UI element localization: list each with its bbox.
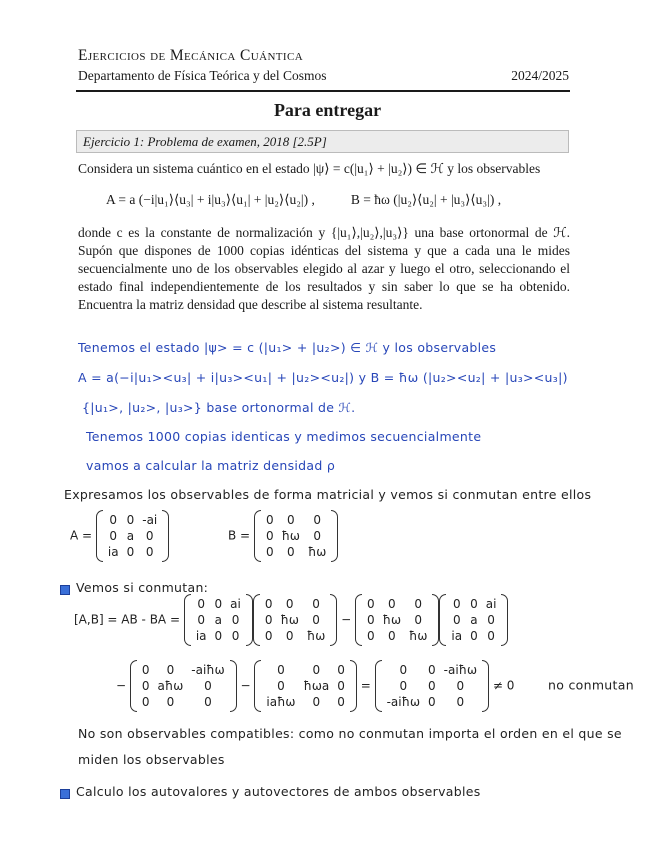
matrix-cell: 0 <box>312 695 321 709</box>
matrix-row <box>363 596 431 612</box>
matrix-row <box>138 694 229 710</box>
matrix-cell: 0 <box>166 695 175 709</box>
matrix-commutator <box>383 662 481 710</box>
matrix-cell: 0 <box>141 695 150 709</box>
matrix-row <box>383 678 481 694</box>
matrix-cell: 0 <box>487 613 495 627</box>
matrix-cell: 0 <box>265 529 274 543</box>
matrix-cell: 0 <box>313 529 321 543</box>
matrix-cell: 0 <box>456 679 465 693</box>
equation-A: A = a (−i|u₁⟩⟨u₃| + i|u₃⟩⟨u₁| + |u₂⟩⟨u₂|) , <box>106 192 315 207</box>
matrix-cell: a <box>214 613 223 627</box>
matrix-B-label: B = <box>228 528 251 543</box>
matrix-cell: 0 <box>264 613 273 627</box>
matrix-cell: 0 <box>204 679 212 693</box>
department-name: Departamento de Física Teórica y del Cosmos <box>78 68 327 83</box>
matrix-cell: 0 <box>264 597 273 611</box>
matrix-row <box>262 694 348 710</box>
matrix-cell: ħω <box>306 629 326 643</box>
matrix-A-prod-2 <box>447 596 500 644</box>
bullet-icon <box>60 585 70 595</box>
matrix-cell: a <box>126 529 135 543</box>
matrix-cell: iaħω <box>266 695 296 709</box>
handwritten-line-2: A = a(−i|u₁><u₃| + i|u₃><u₁| + |u₂><u₂|) y B = ħω (|u₂><u₂| + |u₃><u₃|) <box>78 370 568 385</box>
commute-heading: Vemos si conmutan: <box>76 580 209 595</box>
matrix-cell: 0 <box>367 613 375 627</box>
matrix-cell: -ai <box>142 513 158 527</box>
matrix-row <box>104 544 161 560</box>
matrix-cell: 0 <box>388 629 396 643</box>
matrix-cell: ħωa <box>303 679 330 693</box>
matrix-cell: 0 <box>109 513 118 527</box>
matrix-cell: 0 <box>145 529 154 543</box>
matrix-cell: ai <box>230 597 241 611</box>
matrix-B <box>262 512 330 560</box>
result-row: − 0 0 -aiħω 0 aħω 0 0 0 0 − 0 0 0 0 ħωa 0 iaħω 0 0 = 0 0 -aiħω 0 0 0 -aiħω 0 0 ≠ 0 no conmutan <box>116 663 634 709</box>
matrix-cell: a <box>470 613 478 627</box>
matrix-row <box>192 612 245 628</box>
matrix-cell: ħω <box>409 629 428 643</box>
matrix-row <box>363 612 431 628</box>
matrix-cell: 0 <box>286 545 295 559</box>
bullet-icon <box>60 789 70 799</box>
minus-sign: − <box>341 612 352 627</box>
matrix-cell: ia <box>451 629 463 643</box>
exercise-intro: Considera un sistema cuántico en el estado |ψ⟩ = c(|u₁⟩ + |u₂⟩) ∈ ℋ y los observables <box>78 161 541 176</box>
matrix-cell: -aiħω <box>191 663 225 677</box>
matrix-A <box>104 512 161 560</box>
matrix-row <box>261 612 329 628</box>
matrix-cell: 0 <box>214 597 223 611</box>
exercise-box <box>76 130 569 153</box>
matrix-row <box>383 662 481 678</box>
exercise-label: Ejercicio 1: Problema de examen, 2018 [2.5P] <box>83 134 327 149</box>
matrix-cell: 0 <box>265 545 274 559</box>
handwritten-line-1: Tenemos el estado |ψ> = c (|u₁> + |u₂>) ∈ ℋ y los observables <box>78 340 497 355</box>
handwritten-matrix-intro: Expresamos los observables de forma matricial y vemos si conmutan entre ellos <box>64 487 592 502</box>
matrix-cell: 0 <box>487 629 495 643</box>
no-conmutan-note: no conmutan <box>548 677 634 693</box>
matrix-cell: 0 <box>197 613 205 627</box>
equation-B: B = ħω (|u₂⟩⟨u₂| + |u₃⟩⟨u₃|) , <box>350 192 502 207</box>
matrix-B-prod <box>261 596 329 644</box>
matrix-cell: ħω <box>307 545 327 559</box>
matrix-cell: 0 <box>428 679 436 693</box>
matrix-cell: 0 <box>166 663 175 677</box>
matrix-row <box>383 694 481 710</box>
matrix-B-block <box>228 512 338 560</box>
matrix-A-prod <box>192 596 245 644</box>
matrix-row <box>262 528 330 544</box>
matrix-cell: 0 <box>145 545 154 559</box>
matrix-cell: ħω <box>382 613 402 627</box>
conclusion-line-2: miden los observables <box>78 752 225 767</box>
matrix-BA <box>262 662 348 710</box>
matrix-cell: 0 <box>264 629 273 643</box>
matrix-cell: 0 <box>141 663 150 677</box>
matrix-cell: 0 <box>312 613 320 627</box>
matrix-row <box>447 612 500 628</box>
section-title: Para entregar <box>273 100 382 120</box>
handwritten-line-3: {|u₁>, |u₂>, |u₃>} base ortonormal de ℋ. <box>82 400 356 415</box>
matrix-cell: 0 <box>126 545 135 559</box>
matrix-cell: -aiħω <box>386 695 420 709</box>
matrix-cell: 0 <box>214 629 223 643</box>
matrix-cell: 0 <box>337 695 345 709</box>
header-rule <box>76 90 570 92</box>
matrix-cell: ħω <box>280 613 299 627</box>
matrix-cell: 0 <box>126 513 135 527</box>
matrix-cell: 0 <box>337 663 345 677</box>
observable-equations <box>106 192 501 208</box>
matrix-cell: 0 <box>399 663 408 677</box>
eigen-heading: Calculo los autovalores y autovectores de ambos observables <box>76 784 481 799</box>
matrix-cell: 0 <box>367 597 375 611</box>
neq-zero: ≠ 0 <box>492 678 515 693</box>
commutator-lhs: [A,B] = AB - BA = <box>74 612 181 627</box>
academic-year: 2024/2025 <box>511 68 569 83</box>
matrix-cell: 0 <box>399 679 408 693</box>
matrix-cell: 0 <box>109 529 118 543</box>
matrix-row <box>104 512 161 528</box>
matrix-cell: 0 <box>388 597 396 611</box>
matrix-cell: 0 <box>285 629 294 643</box>
matrix-row <box>262 678 348 694</box>
matrix-row <box>138 662 229 678</box>
matrix-cell: 0 <box>231 613 240 627</box>
minus-sign: − <box>116 678 127 693</box>
matrix-cell: 0 <box>277 663 285 677</box>
matrix-cell: 0 <box>197 597 205 611</box>
matrix-row <box>262 544 330 560</box>
matrix-A-block <box>70 512 169 560</box>
matrix-cell: 0 <box>452 613 461 627</box>
matrix-row <box>447 596 500 612</box>
matrix-cell: ia <box>107 545 119 559</box>
matrix-cell: 0 <box>367 629 375 643</box>
matrix-cell: 0 <box>452 597 461 611</box>
matrix-row <box>192 596 245 612</box>
document-title: Ejercicios de Mecánica Cuántica <box>78 47 304 64</box>
commutator-row <box>74 596 508 644</box>
matrix-B-prod-2 <box>363 596 431 644</box>
minus-sign: − <box>240 678 251 693</box>
exercise-body: donde c es la constante de normalización y {|u₁⟩,|u₂⟩,|u₃⟩} una base ortonormal de ℋ. Supón que dispones de 1000 copias idénticas del sistema y que a cada una le mides secuencialmente uno de los observables elegido al azar y luego el otro, seleccionando el estado final independientemente de los resultados y sin saber lo que se ha obtenido. Encuentra la matriz densidad que describe al sistema resultante. <box>78 225 570 312</box>
matrix-A-label: A = <box>70 528 93 543</box>
matrix-cell: ħω <box>281 529 300 543</box>
matrix-cell: 0 <box>428 663 436 677</box>
matrix-cell: 0 <box>337 679 345 693</box>
matrix-cell: 0 <box>286 513 295 527</box>
matrix-cell: 0 <box>312 597 320 611</box>
matrix-row <box>138 678 229 694</box>
matrix-cell: ai <box>485 597 497 611</box>
matrix-cell: 0 <box>414 597 423 611</box>
matrix-cell: 0 <box>312 663 321 677</box>
matrix-cell: 0 <box>277 679 285 693</box>
matrix-cell: 0 <box>141 679 150 693</box>
matrix-row <box>192 628 245 644</box>
matrix-cell: 0 <box>470 629 478 643</box>
matrix-cell: 0 <box>470 597 478 611</box>
matrix-row <box>104 528 161 544</box>
matrix-row <box>262 512 330 528</box>
matrix-row <box>261 596 329 612</box>
matrix-cell: 0 <box>414 613 423 627</box>
matrix-row <box>262 662 348 678</box>
matrix-cell: 0 <box>428 695 436 709</box>
matrix-AB <box>138 662 229 710</box>
matrix-cell: -aiħω <box>443 663 478 677</box>
matrix-cell: 0 <box>313 513 321 527</box>
matrix-row <box>447 628 500 644</box>
matrix-cell: 0 <box>285 597 294 611</box>
matrix-row <box>363 628 431 644</box>
matrix-cell: 0 <box>456 695 465 709</box>
matrix-cell: ia <box>195 629 207 643</box>
matrix-cell: 0 <box>265 513 274 527</box>
matrix-cell: 0 <box>231 629 240 643</box>
matrix-cell: aħω <box>157 679 184 693</box>
handwritten-line-5: vamos a calcular la matriz densidad ρ <box>86 458 336 473</box>
conclusion-line-1: No son observables compatibles: como no conmutan importa el orden en el que se <box>78 726 622 741</box>
matrix-row <box>261 628 329 644</box>
matrix-cell: 0 <box>204 695 212 709</box>
handwritten-line-4: Tenemos 1000 copias identicas y medimos secuencialmente <box>86 429 482 444</box>
